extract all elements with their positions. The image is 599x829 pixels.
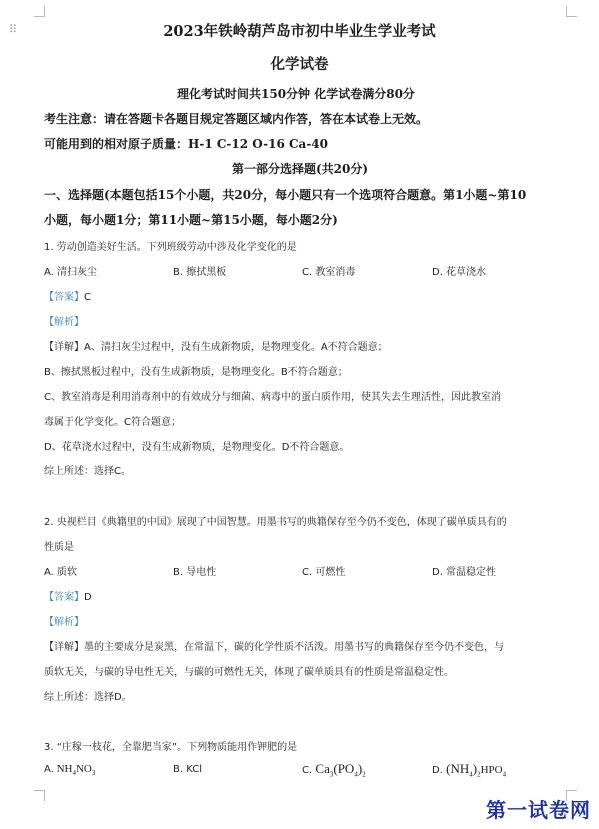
q2-option-d: D. 常温稳定性 xyxy=(432,567,497,578)
q1-detail-a-text: A、清扫灰尘过程中，没有生成新物质，是物理变化。A不符合题意； xyxy=(84,342,388,353)
q1-detail-c-line2: 毒属于化学变化。C符合题意； xyxy=(44,417,181,428)
drag-handle-icon[interactable]: ⠿ xyxy=(9,23,19,36)
q2-answer: D xyxy=(84,592,92,603)
q3-option-d: D. $(NH_4)_2HPO_4$ xyxy=(432,761,507,779)
q1-stem: 1. 劳动创造美好生活。下列班级劳动中涉及化学变化的是 xyxy=(44,242,297,253)
detail-tag: 【详解】 xyxy=(44,342,84,353)
crop-mark-top-right xyxy=(566,6,577,17)
q1-option-c: C. 教室消毒 xyxy=(302,267,356,278)
q3-option-c: C. $Ca_3(PO_4)_2$ xyxy=(302,761,366,779)
q2-answer-row xyxy=(44,588,92,603)
q2-analysis-row xyxy=(44,613,84,628)
page-title: 2023年铁岭葫芦岛市初中毕业生学业考试 xyxy=(163,23,436,40)
q2-detail-line2: 质软无关，与碳的导电性无关，与碳的可燃性无关，体现了碳单质具有的性质是常温稳定性。 xyxy=(44,667,454,678)
crop-mark-top-left xyxy=(34,6,45,17)
q1-detail-d: D、花草浇水过程中，没有生成新物质，是物理变化。D不符合题意。 xyxy=(44,442,350,453)
answer-tag: 【答案】 xyxy=(44,292,84,303)
q2-stem-line2: 性质是 xyxy=(44,542,74,553)
candidate-notice: 考生注意：请在答题卡各题目规定答题区域内作答，答在本试卷上无效。 xyxy=(44,112,429,126)
watermark-logo: 第一试卷网 xyxy=(486,798,591,822)
q1-answer-row xyxy=(44,288,91,303)
q2-detail-text: 墨的主要成分是炭黑，在常温下，碳的化学性质不活泼。用墨书写的典籍保存至今仍不变色，与 xyxy=(84,642,504,653)
q3-option-a: A. $NH_4NO_3$ xyxy=(44,763,96,778)
q1-option-a: A. 清扫灰尘 xyxy=(44,267,98,278)
answer-tag: 【答案】 xyxy=(44,592,84,603)
time-info: 理化考试时间共150分钟 化学试卷满分80分 xyxy=(177,87,415,101)
q1-detail-a xyxy=(44,338,388,353)
analysis-tag: 【解析】 xyxy=(44,617,84,628)
q2-summary: 综上所述：选择D。 xyxy=(44,692,132,703)
q1-summary: 综上所述：选择C。 xyxy=(44,466,131,477)
q1-analysis-row xyxy=(44,313,84,328)
page-subtitle: 化学试卷 xyxy=(270,56,329,73)
q3-stem: 3. “庄稼一枝花，全靠肥当家”。下列物质能用作钾肥的是 xyxy=(44,742,298,753)
analysis-tag: 【解析】 xyxy=(44,317,84,328)
q1-detail-b: B、擦拭黑板过程中，没有生成新物质，是物理变化。B不符合题意； xyxy=(44,367,348,378)
q2-option-a: A. 质软 xyxy=(44,567,78,578)
q1-option-b: B. 擦拭黑板 xyxy=(173,267,227,278)
q3-option-b: B. KCl xyxy=(173,764,202,775)
q2-option-b: B. 导电性 xyxy=(173,567,217,578)
q2-option-c: C. 可燃性 xyxy=(302,567,346,578)
q1-answer: C xyxy=(84,292,91,303)
crop-mark-bottom-left xyxy=(34,790,45,801)
atomic-masses: 可能用到的相对原子质量：H-1 C-12 O-16 Ca-40 xyxy=(44,137,329,151)
q2-stem-line1: 2. 央视栏目《典籍里的中国》展现了中国智慧。用墨书写的典籍保存至今仍不变色，体现了碳单质具有的 xyxy=(44,517,507,528)
instruction-line-2: 小题，每小题1分；第11小题~第15小题，每小题2分) xyxy=(44,213,338,227)
part1-title: 第一部分选择题(共20分) xyxy=(232,162,369,176)
q1-detail-c-line1: C、教室消毒是利用消毒剂中的有效成分与细菌、病毒中的蛋白质作用，使其失去生理活性，因此教室消 xyxy=(44,392,501,403)
q1-option-d: D. 花草浇水 xyxy=(432,267,487,278)
q2-detail-line1 xyxy=(44,638,504,653)
instruction-line-1: 一、选择题(本题包括15个小题，共20分，每小题只有一个选项符合题意。第1小题~第10 xyxy=(44,188,527,202)
detail-tag: 【详解】 xyxy=(44,642,84,653)
